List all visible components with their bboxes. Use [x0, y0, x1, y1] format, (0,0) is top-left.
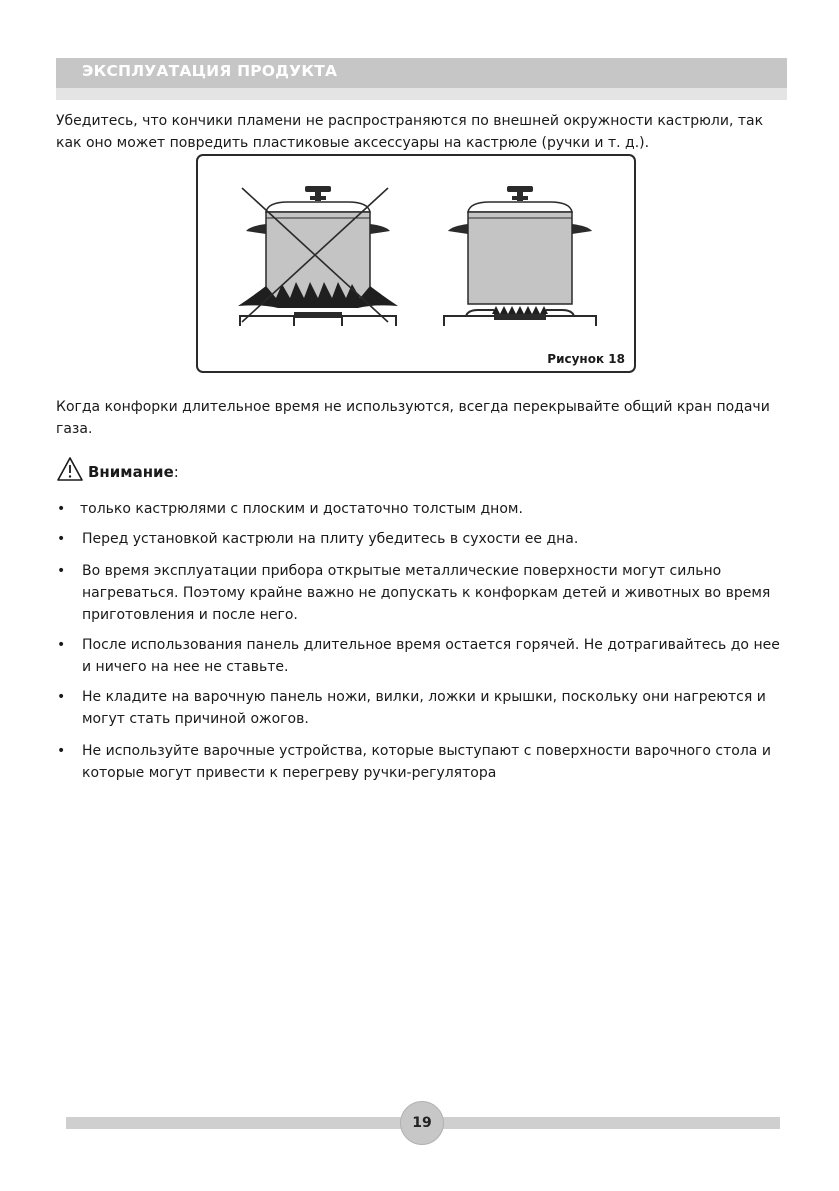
wrong-pot-drawing — [238, 186, 398, 326]
figure-18 — [196, 154, 636, 373]
bullet-dot: • — [57, 531, 66, 547]
gas-note-paragraph: Когда конфорки длительное время не используются, всегда перекрывайте общий кран подачи газа. — [56, 399, 770, 437]
list-item-text: Не кладите на варочную панель ножи, вилки, ложки и крышки, поскольку они нагреются и могут стать причиной ожогов. — [82, 689, 766, 727]
section-header-bar — [56, 58, 787, 88]
intro-paragraph: Убедитесь, что кончики пламени не распространяются по внешней окружности кастрюли, так как оно может повредить пластиковые аксессуары на кастрюле (ручки и т. д.). — [56, 113, 764, 151]
section-title: ЭКСПЛУАТАЦИЯ ПРОДУКТА — [82, 62, 338, 80]
bullet-dot: • — [57, 743, 66, 759]
warning-colon: : — [173, 463, 179, 481]
figure-caption: Рисунок 18 — [547, 352, 625, 366]
list-item-text: Во время эксплуатации прибора открытые металлические поверхности могут сильно нагреваться. Поэтому крайне важно не допускать к конфоркам детей и животных во время приготовления и после него. — [82, 563, 771, 623]
warning-triangle-icon — [56, 456, 84, 482]
list-item-text: Перед установкой кастрюли на плиту убедитесь в сухости ее дна. — [82, 531, 579, 547]
list-item-text: После использования панель длительное время остается горячей. Не дотрагивайтесь до нее и ничего на нее не ставьте. — [82, 637, 780, 675]
list-item-text: только кастрюлями с плоским и достаточно толстым дном. — [80, 501, 523, 517]
page-number-badge: 19 — [400, 1101, 444, 1145]
correct-pot-drawing — [444, 186, 596, 326]
header-underline — [56, 88, 787, 100]
pot-illustration — [198, 156, 634, 371]
bullet-dot: • — [57, 689, 66, 705]
list-item-text: Не используйте варочные устройства, которые выступают с поверхности варочного стола и которые могут привести к перегреву ручки-регулятора — [82, 743, 771, 781]
bullet-dot: • — [57, 563, 66, 579]
warning-label: Внимание — [88, 463, 174, 481]
warning-heading — [56, 452, 179, 482]
bullet-dot: • — [57, 501, 66, 517]
bullet-dot: • — [57, 637, 66, 653]
